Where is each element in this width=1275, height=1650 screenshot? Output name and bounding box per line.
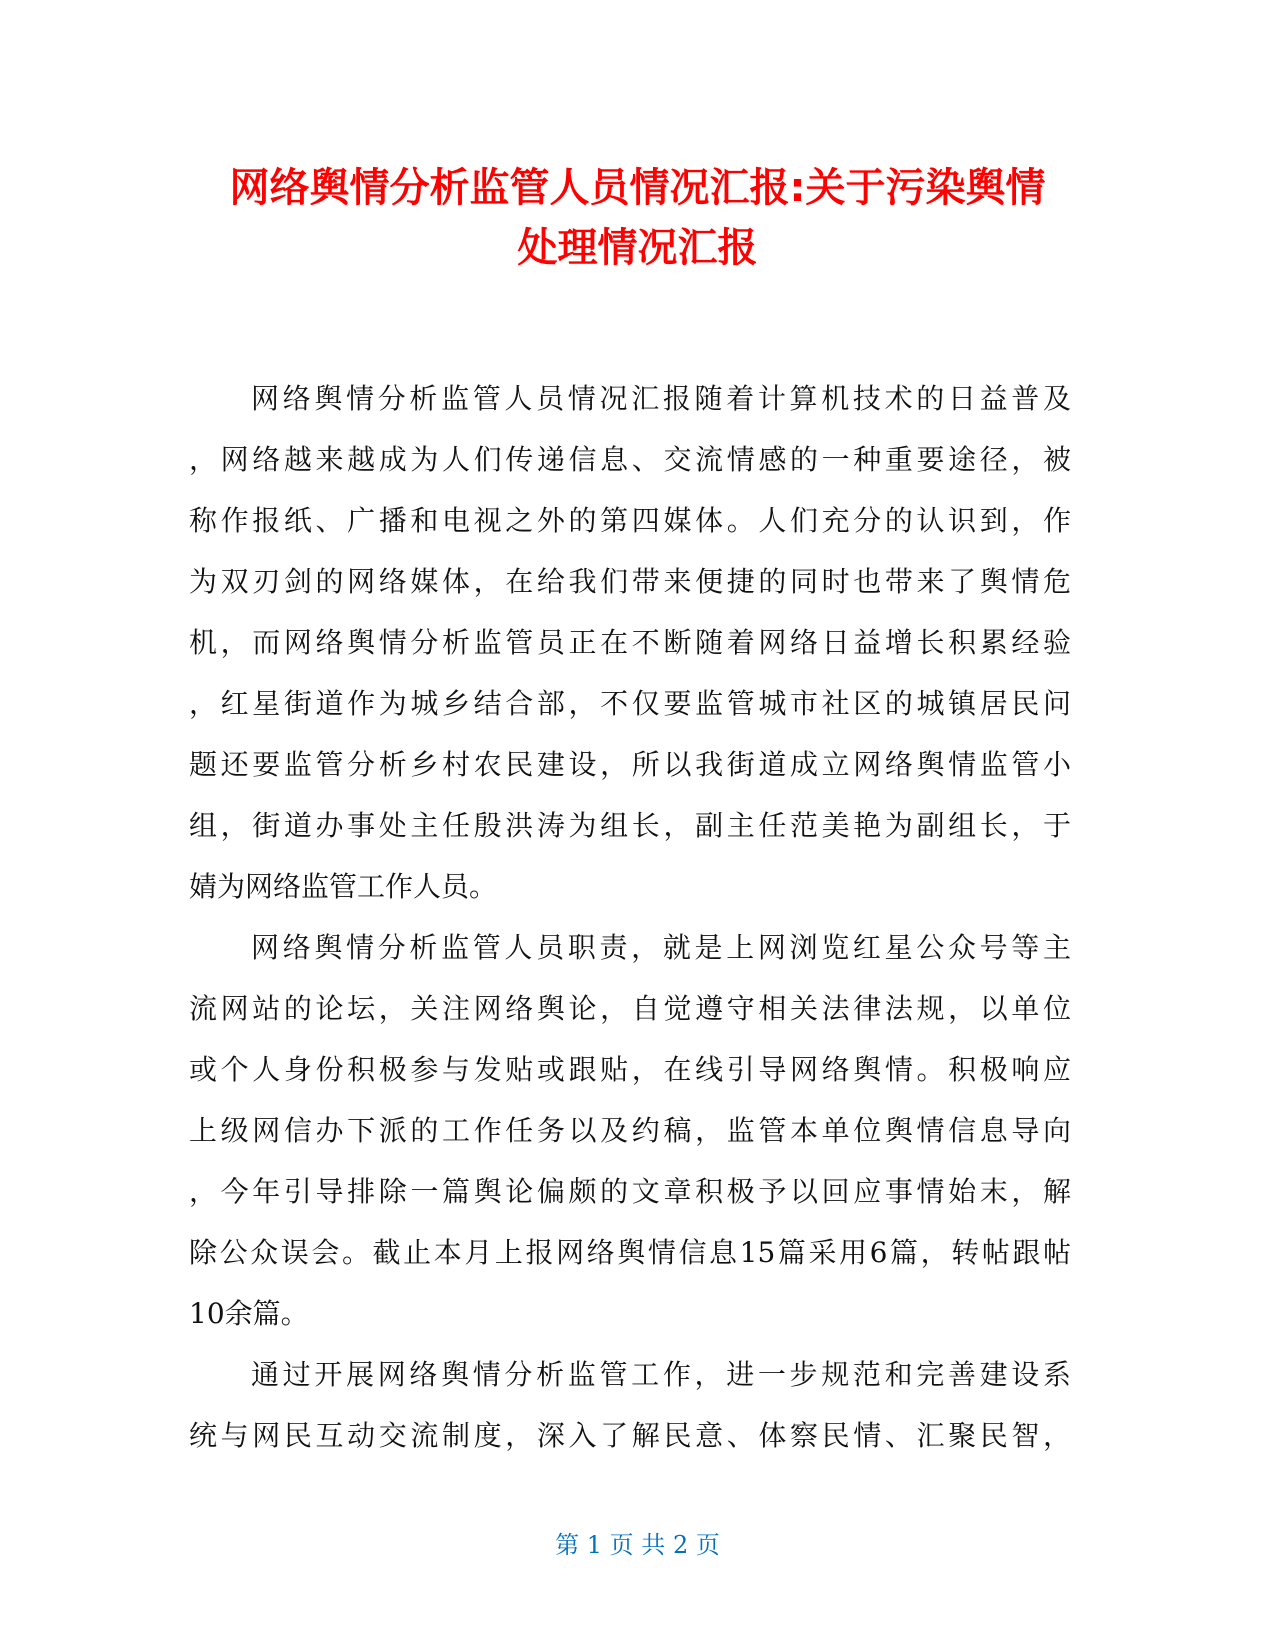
text-line: 为双刃剑的网络媒体，在给我们带来便捷的同时也带来了舆情危 bbox=[189, 565, 1071, 598]
text-line: 网络舆情分析监管人员情况汇报随着计算机技术的日益普及 bbox=[251, 382, 1071, 415]
text-line: ，网络越来越成为人们传递信息、交流情感的一种重要途径，被 bbox=[189, 443, 1071, 476]
text-line: 通过开展网络舆情分析监管工作，进一步规范和完善建设系 bbox=[251, 1358, 1071, 1391]
text-line: 上级网信办下派的工作任务以及约稿，监管本单位舆情信息导向 bbox=[189, 1114, 1071, 1147]
paragraph-3 bbox=[189, 1344, 1071, 1466]
text-line: ，今年引导排除一篇舆论偏颇的文章积极予以回应事情始末，解 bbox=[189, 1175, 1071, 1208]
text-line: 题还要监管分析乡村农民建设，所以我街道成立网络舆情监管小 bbox=[189, 748, 1071, 781]
title-line-1: 网络舆情分析监管人员情况汇报:关于污染舆情 bbox=[229, 165, 1046, 211]
text-line: 除公众误会。截止本月上报网络舆情信息15篇采用6篇，转帖跟帖 bbox=[189, 1236, 1071, 1269]
paragraph-2 bbox=[189, 917, 1071, 1344]
text-line: 组，街道办事处主任殷洪涛为组长，副主任范美艳为副组长，于 bbox=[189, 809, 1071, 842]
text-line: ，红星街道作为城乡结合部，不仅要监管城市社区的城镇居民问 bbox=[189, 687, 1071, 720]
page-footer: 第 1 页 共 2 页 bbox=[555, 1531, 720, 1559]
paragraph-1 bbox=[189, 368, 1071, 917]
text-line: 婧为网络监管工作人员。 bbox=[189, 870, 498, 903]
text-line: 流网站的论坛，关注网络舆论，自觉遵守相关法律法规，以单位 bbox=[189, 992, 1071, 1025]
text-line: 或个人身份积极参与发贴或跟贴，在线引导网络舆情。积极响应 bbox=[189, 1053, 1071, 1086]
document-body bbox=[189, 368, 1071, 1466]
text-line: 机，而网络舆情分析监管员正在不断随着网络日益增长积累经验 bbox=[189, 626, 1071, 659]
title-line-2: 处理情况汇报 bbox=[517, 225, 758, 271]
text-line: 统与网民互动交流制度，深入了解民意、体察民情、汇聚民智， bbox=[189, 1419, 1071, 1452]
document-title bbox=[150, 158, 1125, 278]
text-line: 称作报纸、广播和电视之外的第四媒体。人们充分的认识到，作 bbox=[189, 504, 1071, 537]
text-line: 网络舆情分析监管人员职责，就是上网浏览红星公众号等主 bbox=[251, 931, 1071, 964]
text-line: 10余篇。 bbox=[189, 1297, 309, 1330]
